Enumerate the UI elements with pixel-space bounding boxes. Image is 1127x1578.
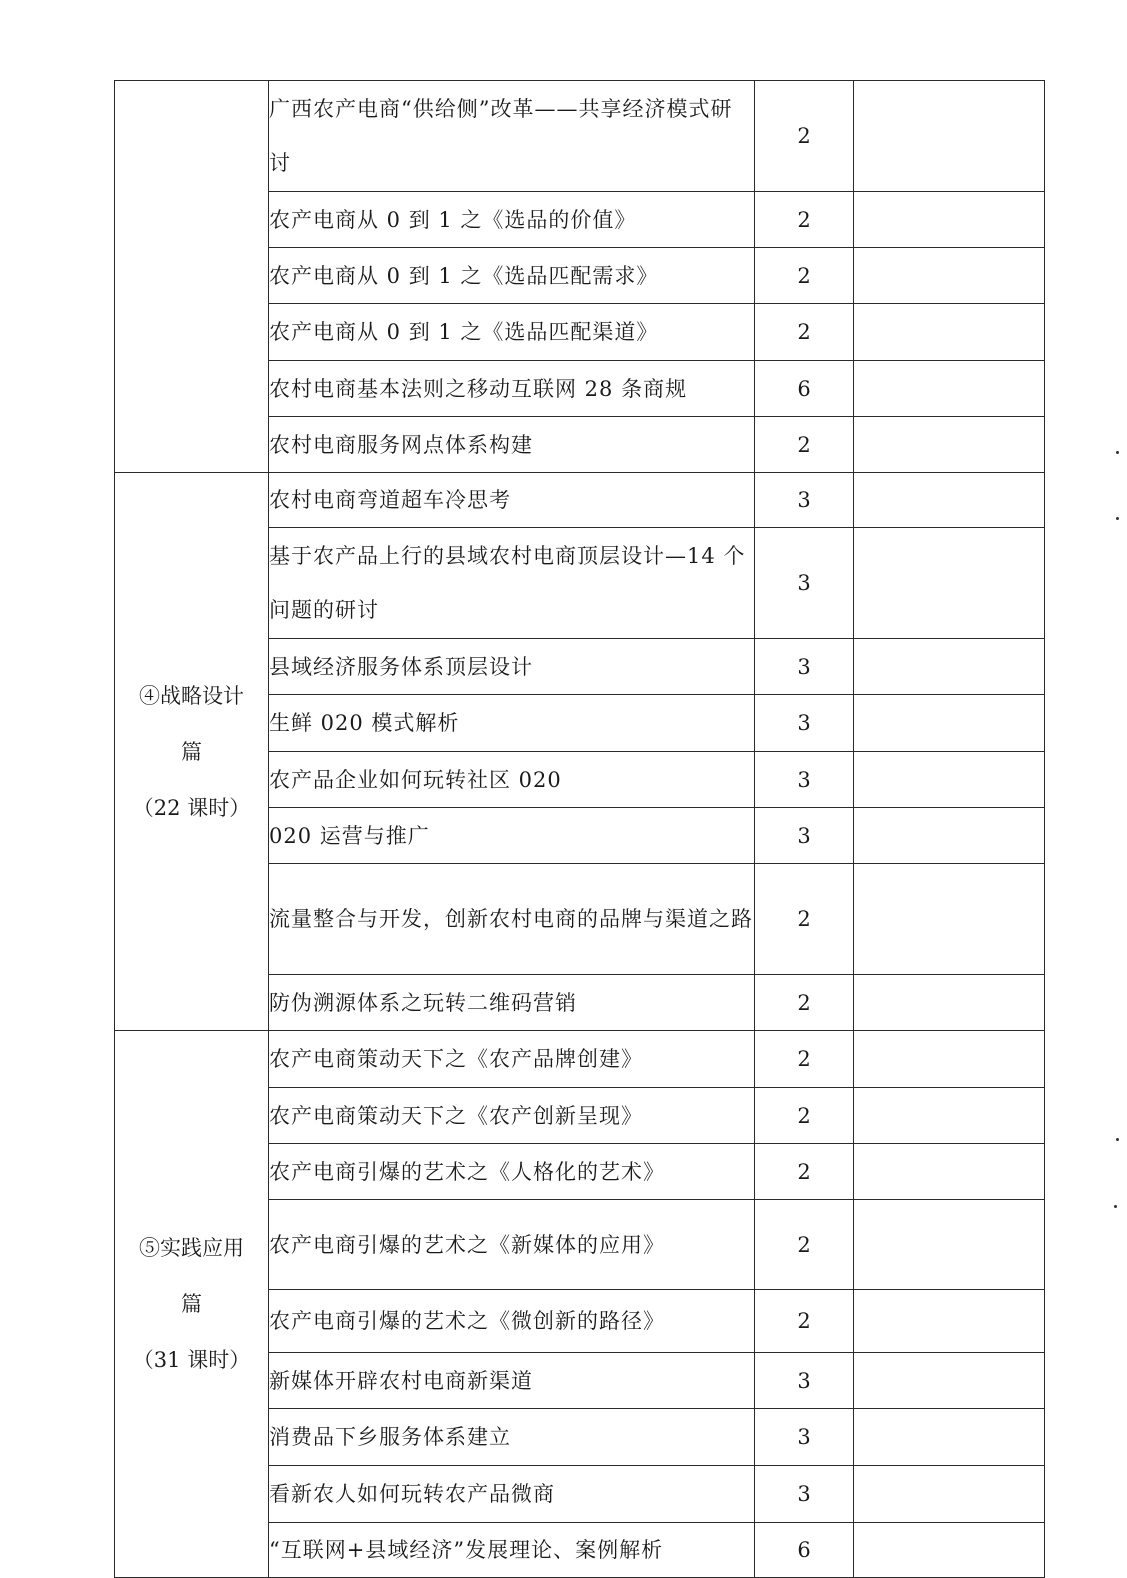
remarks-cell [854,975,1045,1031]
section-label-line: 篇 [181,1292,202,1316]
course-hours: 3 [755,695,854,752]
section-label-cell [115,473,269,1031]
course-topic: 广西农产电商“供给侧”改革——共享经济模式研讨 [269,81,755,192]
course-topic: “互联网+县域经济”发展理论、案例解析 [269,1523,755,1578]
remarks-cell [854,1144,1045,1200]
course-hours: 3 [755,1353,854,1409]
course-hours: 2 [755,304,854,361]
course-hours: 3 [755,473,854,528]
course-hours: 2 [755,1088,854,1144]
course-hours: 2 [755,1031,854,1088]
course-topic: 农产电商引爆的艺术之《微创新的路径》 [269,1290,755,1353]
section-label-line: 篇 [181,739,202,764]
remarks-cell [854,864,1045,975]
course-hours: 2 [755,81,854,192]
remarks-cell [854,361,1045,417]
course-topic: 农村电商服务网点体系构建 [269,417,755,473]
section-label-cell [115,81,269,473]
course-hours: 2 [755,1144,854,1200]
course-topic: 农产电商从 0 到 1 之《选品匹配需求》 [269,248,755,304]
remarks-cell [854,248,1045,304]
course-topic: 新媒体开辟农村电商新渠道 [269,1353,755,1409]
course-topic: 农村电商基本法则之移动互联网 28 条商规 [269,361,755,417]
section-label-line: ④战略设计 [139,683,244,708]
course-hours: 6 [755,1523,854,1578]
course-hours: 3 [755,1409,854,1466]
course-topic: 农产品企业如何玩转社区 020 [269,752,755,808]
course-hours: 2 [755,975,854,1031]
remarks-cell [854,304,1045,361]
course-topic: 农产电商策动天下之《农产创新呈现》 [269,1088,755,1144]
course-topic: 农产电商引爆的艺术之《人格化的艺术》 [269,1144,755,1200]
remarks-cell [854,1088,1045,1144]
course-hours: 3 [755,639,854,695]
course-schedule-table [114,80,1045,1578]
table-row [115,473,1045,528]
course-topic: 基于农产品上行的县域农村电商顶层设计—14 个问题的研讨 [269,528,755,639]
section-label-line: ⑤实践应用 [139,1236,244,1260]
course-topic: 农产电商引爆的艺术之《新媒体的应用》 [269,1200,755,1290]
table-body [115,81,1045,1578]
course-hours: 2 [755,1290,854,1353]
remarks-cell [854,1031,1045,1088]
section-label-cell [115,1031,269,1578]
remarks-cell [854,528,1045,639]
course-topic: 县域经济服务体系顶层设计 [269,639,755,695]
course-hours: 2 [755,192,854,248]
course-hours: 3 [755,808,854,864]
course-hours: 3 [755,528,854,639]
course-topic: 生鲜 020 模式解析 [269,695,755,752]
remarks-cell [854,695,1045,752]
course-hours: 3 [755,1466,854,1523]
remarks-cell [854,1353,1045,1409]
remarks-cell [854,417,1045,473]
remarks-cell [854,1523,1045,1578]
course-hours: 2 [755,417,854,473]
course-hours: 2 [755,864,854,975]
remarks-cell [854,808,1045,864]
remarks-cell [854,1290,1045,1353]
course-topic: 防伪溯源体系之玩转二维码营销 [269,975,755,1031]
remarks-cell [854,752,1045,808]
section-label-line: （31 课时） [132,1348,251,1372]
course-hours: 3 [755,752,854,808]
course-hours: 2 [755,1200,854,1290]
remarks-cell [854,1200,1045,1290]
course-topic: 020 运营与推广 [269,808,755,864]
remarks-cell [854,81,1045,192]
remarks-cell [854,473,1045,528]
table-row [115,81,1045,192]
remarks-cell [854,639,1045,695]
course-hours: 2 [755,248,854,304]
course-hours: 6 [755,361,854,417]
course-topic: 看新农人如何玩转农产品微商 [269,1466,755,1523]
remarks-cell [854,1409,1045,1466]
course-topic: 消费品下乡服务体系建立 [269,1409,755,1466]
table-row [115,1031,1045,1088]
remarks-cell [854,192,1045,248]
section-label-line: （22 课时） [132,795,251,820]
course-topic: 农产电商策动天下之《农产品牌创建》 [269,1031,755,1088]
course-topic: 流量整合与开发，创新农村电商的品牌与渠道之路 [269,864,755,975]
remarks-cell [854,1466,1045,1523]
course-topic: 农产电商从 0 到 1 之《选品匹配渠道》 [269,304,755,361]
course-topic: 农产电商从 0 到 1 之《选品的价值》 [269,192,755,248]
course-topic: 农村电商弯道超车冷思考 [269,473,755,528]
